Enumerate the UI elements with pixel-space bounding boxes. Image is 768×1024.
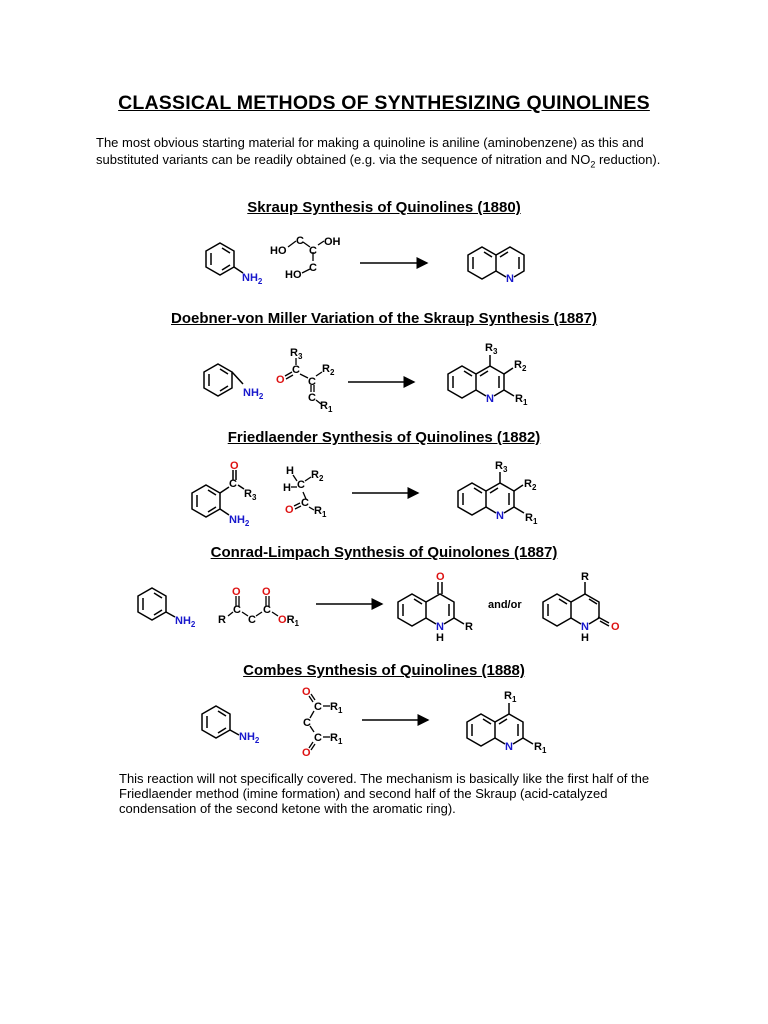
intro-tail: reduction). [595, 152, 661, 167]
svg-text:R2: $R_2$ [311, 469, 324, 483]
svg-text:OR1: $OR_1$ [278, 614, 299, 628]
quinoline-product [458, 472, 524, 515]
svg-text:C: C [301, 497, 309, 509]
svg-text:R2: $R_2$ [322, 363, 335, 377]
svg-text:C: C [314, 732, 322, 744]
svg-text:C: C [263, 604, 271, 616]
ketoester-structure [218, 586, 300, 628]
carbonyl-oxygen: O [230, 460, 239, 472]
intro-subscript: 2 [590, 159, 596, 170]
svg-text:H: H [283, 482, 291, 494]
amine-label: $NH_2$ [243, 387, 264, 401]
section-title-combes: Combes Synthesis of Quinolines (1888) [243, 662, 525, 679]
svg-text:H: H [286, 465, 294, 477]
svg-text:O: O [232, 586, 241, 598]
svg-text:R1: $R_1$ [314, 505, 327, 519]
carbonyl-oxygen: O [611, 621, 620, 633]
scheme-combes [0, 684, 768, 764]
substituent-r3: $R_3$ [244, 488, 257, 502]
substituent-r: R [465, 621, 473, 633]
substituent-r1: $R_1$ [534, 741, 547, 755]
svg-text:C: C [309, 245, 317, 257]
svg-text:C: C [296, 235, 304, 247]
4-quinolone-product [398, 582, 464, 626]
closing-paragraph: This reaction will not specifically covered. The mechanism is basically like the first half of the Friedlaender method (imine formation) and second half of the Skraup (acid-catalyzed condensation of the second ketone with the aromatic ring). [119, 771, 650, 816]
amine-label: $NH_2$ [175, 615, 196, 629]
svg-text:OH: OH [324, 236, 341, 248]
scheme-friedlaender [0, 455, 768, 535]
intro-text: The most obvious starting material for making a quinoline is aniline (aminobenzene) as this and substituted variants can be readily obtained (e.g. via the sequence of nitration and NO [96, 135, 644, 167]
scheme-skraup [0, 225, 768, 295]
svg-text:O: O [276, 374, 285, 386]
svg-text:HO: HO [285, 269, 302, 281]
section-title-skraup: Skraup Synthesis of Quinolines (1880) [247, 199, 521, 216]
substituent-r2: $R_2$ [524, 478, 537, 492]
and-or-label: and/or [488, 599, 522, 611]
section-title-friedlaender: Friedlaender Synthesis of Quinolines (1882) [227, 429, 541, 446]
svg-text:C: C [292, 364, 300, 376]
substituent-r1: $R_1$ [504, 690, 517, 704]
scheme-doebner-miller [0, 336, 768, 416]
substituent-r1: $R_1$ [525, 512, 538, 526]
ring-nitrogen: N [506, 273, 514, 285]
aniline-structure [204, 364, 243, 396]
svg-text:O: O [302, 747, 311, 759]
svg-text:R1: $R_1$ [320, 400, 333, 414]
aniline-structure [206, 243, 243, 275]
substituent-r2: $R_2$ [514, 359, 527, 373]
quinoline-product [468, 247, 524, 279]
unsaturated-carbonyl-structure [276, 347, 335, 414]
carbonyl-oxygen: O [436, 571, 445, 583]
glycerol-structure [270, 235, 341, 281]
svg-text:C: C [297, 479, 305, 491]
amine-label: $NH_2$ [239, 731, 260, 745]
svg-text:R3: $R_3$ [290, 347, 303, 361]
section-title-conrad-limpach: Conrad-Limpach Synthesis of Quinolones (1887) [210, 544, 558, 561]
ring-nitrogen: N [496, 510, 504, 522]
svg-text:R1: $R_1$ [330, 701, 343, 715]
substituent-r3: $R_3$ [485, 342, 498, 356]
substituent-r: R [581, 571, 589, 583]
ring-nitrogen: N [505, 741, 513, 753]
svg-text:C: C [309, 262, 317, 274]
substituent-r3: $R_3$ [495, 460, 508, 474]
ring-nitrogen: N [486, 393, 494, 405]
svg-text:O: O [262, 586, 271, 598]
quinoline-product [448, 355, 514, 398]
carbonyl-carbon: C [229, 478, 237, 490]
ring-nitrogen: N [581, 621, 589, 633]
intro-paragraph [96, 134, 696, 174]
ring-nh-hydrogen: H [436, 632, 444, 644]
svg-text:C: C [308, 392, 316, 404]
svg-text:C: C [248, 614, 256, 626]
ring-nh-hydrogen: H [581, 632, 589, 644]
svg-text:C: C [233, 604, 241, 616]
diketone-structure [302, 686, 343, 759]
svg-text:HO: HO [270, 245, 287, 257]
page-title: CLASSICAL METHODS OF SYNTHESIZING QUINOLINES [118, 92, 650, 114]
quinoline-product [467, 703, 533, 746]
aniline-structure [138, 588, 175, 620]
svg-text:O: O [302, 686, 311, 698]
amine-label: $NH_2$ [229, 514, 250, 528]
svg-text:C: C [308, 376, 316, 388]
svg-text:R: R [218, 614, 226, 626]
svg-text:C: C [303, 717, 311, 729]
svg-text:R1: $R_1$ [330, 732, 343, 746]
amine-label: $NH_2$ [242, 272, 263, 286]
svg-text:C: C [314, 701, 322, 713]
2-quinolone-product [543, 582, 609, 626]
svg-text:O: O [285, 504, 294, 516]
substituent-r1: $R_1$ [515, 393, 528, 407]
section-title-doebner-miller: Doebner-von Miller Variation of the Skraup Synthesis (1887) [171, 310, 597, 327]
ring-nitrogen: N [436, 621, 444, 633]
scheme-conrad-limpach [0, 566, 768, 648]
methylene-ketone-structure [283, 465, 327, 519]
aniline-structure [202, 706, 239, 738]
